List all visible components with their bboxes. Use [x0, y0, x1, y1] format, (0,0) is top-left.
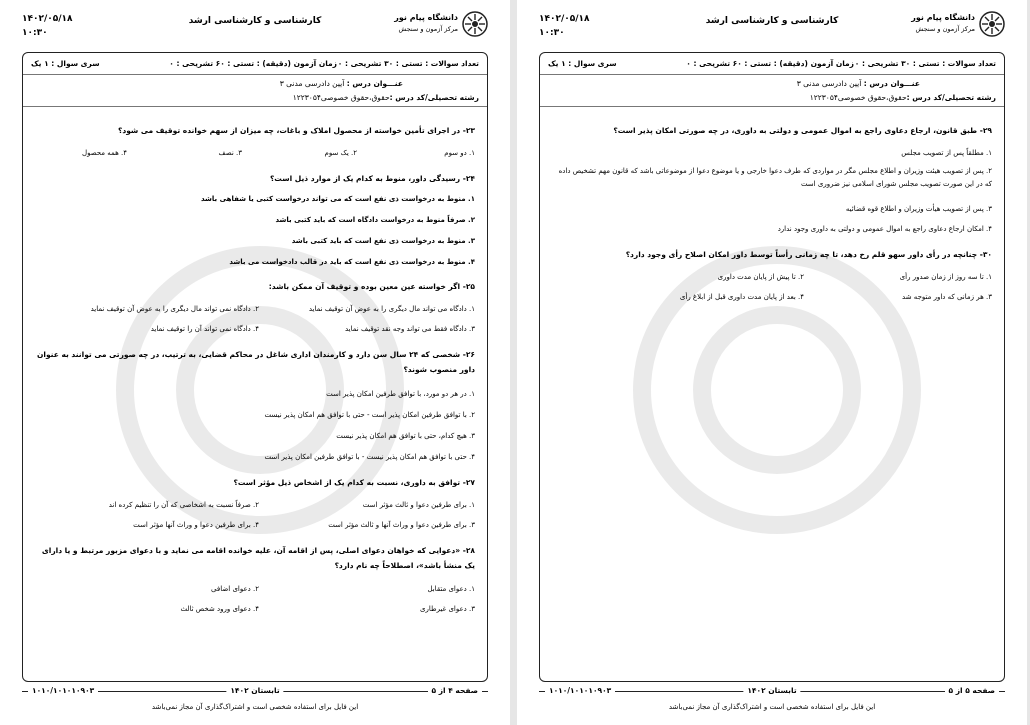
course-label: عنـــوان درس : — [346, 79, 403, 88]
option-23-4[interactable]: ۴. همه محصول — [82, 149, 127, 157]
exam-time: ۱۰:۳۰ — [22, 28, 48, 38]
exam-info-row — [23, 53, 487, 75]
option-25-3[interactable]: ۳. دادگاه فقط می تواند وجه نقد توقیف نماید — [345, 325, 475, 333]
question-30: ۳۰- چنانچه در رأی داور سهو قلم رخ دهد، تا چه زمانی رأساً توسط داور امکان اصلاح رأی وجود دارد؟ — [625, 250, 992, 259]
option-26-2[interactable]: ۲. با توافق طرفین امکان پذیر است - حتی با توافق هم امکان پذیر نیست — [264, 411, 475, 419]
course-name: آیین دادرسی مدنی ۳ — [796, 79, 862, 88]
option-24-1[interactable]: ۱. منوط به درخواست ذی نفع است که می تواند درخواست کتبی یا شفاهی باشد — [200, 195, 475, 203]
option-25-4[interactable]: ۴. دادگاه نمی تواند آن را توقیف نماید — [150, 325, 259, 333]
option-27-1[interactable]: ۱. برای طرفین دعوا و ثالث مؤثر است — [362, 501, 475, 509]
question-23: ۲۳- در اجرای تأمین خواسته از محصول املاک و باغات، چه میزان از سهم خوانده توقیف می شود؟ — [118, 126, 475, 135]
option-30-4[interactable]: ۴. بعد از پایان مدت داوری قبل از ابلاغ رأی — [679, 293, 804, 301]
exam-code: ۱۰۱۰/۱۰۱۰۱۰۹۰۳ — [28, 686, 98, 695]
page-header — [539, 10, 1005, 44]
option-28-3[interactable]: ۳. دعوای غیرطاری — [420, 605, 475, 613]
option-26-3[interactable]: ۳. هیچ کدام، حتی با توافق هم امکان پذیر نیست — [336, 432, 475, 440]
exam-info-row — [540, 53, 1004, 75]
exam-time: ۱۰:۳۰ — [539, 28, 565, 38]
field-name: حقوق،حقوق خصوصی۱۲۲۳۰۵۴ — [292, 93, 390, 102]
exam-level: کارشناسی و کارشناسی ارشد — [188, 16, 322, 26]
field-row — [540, 89, 1004, 107]
option-23-2[interactable]: ۲. یک سوم — [324, 149, 357, 157]
option-27-4[interactable]: ۴. برای طرفین دعوا و وراث آنها مؤثر است — [133, 521, 259, 529]
question-29: ۲۹- طبق قانون، ارجاع دعاوی راجع به اموال عمومی و دولتی به داوری، در چه صورتی امکان پذیر است؟ — [613, 126, 992, 135]
exam-term: تابستان ۱۴۰۲ — [226, 686, 283, 695]
option-30-1[interactable]: ۱. تا سه روز از زمان صدور رأی — [899, 273, 992, 281]
copyright-notice: این فایل برای استفاده شخصی است و اشتراک‌گذاری آن مجاز نمی‌باشد — [151, 703, 359, 711]
exam-duration: زمان آزمون (دقیقه) : تستی : ۶۰ تشریحی : ۰ — [169, 59, 337, 68]
field-name: حقوق،حقوق خصوصی۱۲۲۳۰۵۴ — [809, 93, 907, 102]
university-subtitle: مرکز آزمون و سنجش — [398, 25, 458, 33]
exam-date: ۱۴۰۲/۰۵/۱۸ — [539, 14, 590, 24]
option-26-1[interactable]: ۱. در هر دو مورد، با توافق طرفین امکان پذیر است — [326, 390, 475, 398]
page-footer — [539, 686, 1005, 698]
option-29-2[interactable]: ۲. پس از تصویب هیئت وزیران و اطلاع مجلس مگر در مواردی که طرف دعوا خارجی و یا موضوع دعوا از موضوعاتی باشد که قانون مهم تشخیص داده که در این صورت تصویب مجلس شورای اسلامی نیز ضروری است — [558, 167, 992, 188]
question-series: سری سوال : ۱ یک — [548, 59, 617, 68]
exam-frame — [22, 52, 488, 682]
university-name: دانشگاه پیام نور — [394, 13, 458, 22]
page-header — [22, 10, 488, 44]
question-24: ۲۴- رسیدگی داور، منوط به کدام یک از موارد ذیل است؟ — [269, 174, 475, 183]
field-row — [23, 89, 487, 107]
option-29-4[interactable]: ۴. امکان ارجاع دعاوی راجع به اموال عمومی و دولتی به داوری وجود ندارد — [777, 225, 992, 233]
exam-frame — [539, 52, 1005, 682]
course-name: آیین دادرسی مدنی ۳ — [279, 79, 345, 88]
option-23-1[interactable]: ۱. دو سوم — [444, 149, 475, 157]
exam-datetime — [22, 12, 73, 40]
field-label: رشته تحصیلی/کد درس : — [906, 93, 996, 102]
page-footer — [22, 686, 488, 698]
question-count: تعداد سوالات : تستی : ۳۰ تشریحی : ۰ — [337, 59, 479, 68]
course-title-row — [540, 75, 1004, 89]
page-number: صفحه ۵ از ۵ — [945, 686, 1000, 695]
option-29-1[interactable]: ۱. مطلقاً پس از تصویب مجلس — [901, 149, 992, 157]
option-25-2[interactable]: ۲. دادگاه نمی تواند مال دیگری را به عوض آن توقیف نماید — [90, 305, 259, 313]
option-28-2[interactable]: ۲. دعوای اضافی — [211, 585, 259, 593]
field-label: رشته تحصیلی/کد درس : — [389, 93, 479, 102]
course-title-row — [23, 75, 487, 89]
page-number: صفحه ۴ از ۵ — [428, 686, 483, 695]
exam-term: تابستان ۱۴۰۲ — [743, 686, 800, 695]
question-count: تعداد سوالات : تستی : ۳۰ تشریحی : ۰ — [854, 59, 996, 68]
option-28-1[interactable]: ۱. دعوای متقابل — [427, 585, 475, 593]
option-24-3[interactable]: ۳. منوط به درخواست ذی نفع است که باید کتبی باشد — [291, 237, 475, 245]
option-29-3[interactable]: ۳. پس از تصویب هیأت وزیران و اطلاع قوه قضائیه — [845, 205, 992, 213]
exam-level: کارشناسی و کارشناسی ارشد — [705, 16, 839, 26]
university-name: دانشگاه پیام نور — [911, 13, 975, 22]
exam-duration: زمان آزمون (دقیقه) : تستی : ۶۰ تشریحی : ۰ — [686, 59, 854, 68]
question-28: ۲۸- «دعوایی که خواهان دعوای اصلی، پس از اقامه آن، علیه خوانده اقامه می نماید و با دعوای مزبور مرتبط و یا دارای یک منشأ باشد»، اصطلاحاً چه نام دارد؟ — [41, 546, 475, 570]
option-24-4[interactable]: ۴. منوط به درخواست ذی نفع است که باید در قالب دادخواست می باشد — [229, 258, 475, 266]
exam-page-5 — [517, 0, 1027, 725]
exam-code: ۱۰۱۰/۱۰۱۰۱۰۹۰۳ — [545, 686, 615, 695]
exam-page-4 — [0, 0, 510, 725]
option-27-2[interactable]: ۲. صرفاً نسبت به اشخاصی که آن را تنظیم کرده اند — [108, 501, 259, 509]
question-27: ۲۷- توافق به داوری، نسبت به کدام یک از اشخاص ذیل مؤثر است؟ — [233, 478, 475, 487]
university-subtitle: مرکز آزمون و سنجش — [915, 25, 975, 33]
option-25-1[interactable]: ۱. دادگاه می تواند مال دیگری را به عوض آن توقیف نماید — [308, 305, 475, 313]
option-28-4[interactable]: ۴. دعوای ورود شخص ثالث — [180, 605, 259, 613]
question-25: ۲۵- اگر خواسته عین معین بوده و توقیف آن ممکن باشد: — [268, 282, 475, 291]
copyright-notice: این فایل برای استفاده شخصی است و اشتراک‌گذاری آن مجاز نمی‌باشد — [668, 703, 876, 711]
option-26-4[interactable]: ۴. حتی با توافق هم امکان پذیر نیست - با توافق طرفین امکان پذیر است — [264, 453, 475, 461]
exam-date: ۱۴۰۲/۰۵/۱۸ — [22, 14, 73, 24]
question-series: سری سوال : ۱ یک — [31, 59, 100, 68]
exam-datetime — [539, 12, 590, 40]
option-30-3[interactable]: ۳. هر زمانی که داور متوجه شد — [902, 293, 992, 301]
option-27-3[interactable]: ۳. برای طرفین دعوا و وراث آنها و ثالث مؤثر است — [328, 521, 475, 529]
option-23-3[interactable]: ۳. نصف — [218, 149, 242, 157]
course-label: عنـــوان درس : — [863, 79, 920, 88]
option-30-2[interactable]: ۲. تا پیش از پایان مدت داوری — [717, 273, 804, 281]
option-24-2[interactable]: ۲. صرفاً منوط به درخواست دادگاه است که باید کتبی باشد — [275, 216, 475, 224]
question-26: ۲۶- شخصی که ۲۴ سال سن دارد و کارمندان اداری شاغل در محاکم قضایی، به ترتیب، در چه صورتی می توانند به عنوان داور منصوب شوند؟ — [36, 350, 475, 374]
